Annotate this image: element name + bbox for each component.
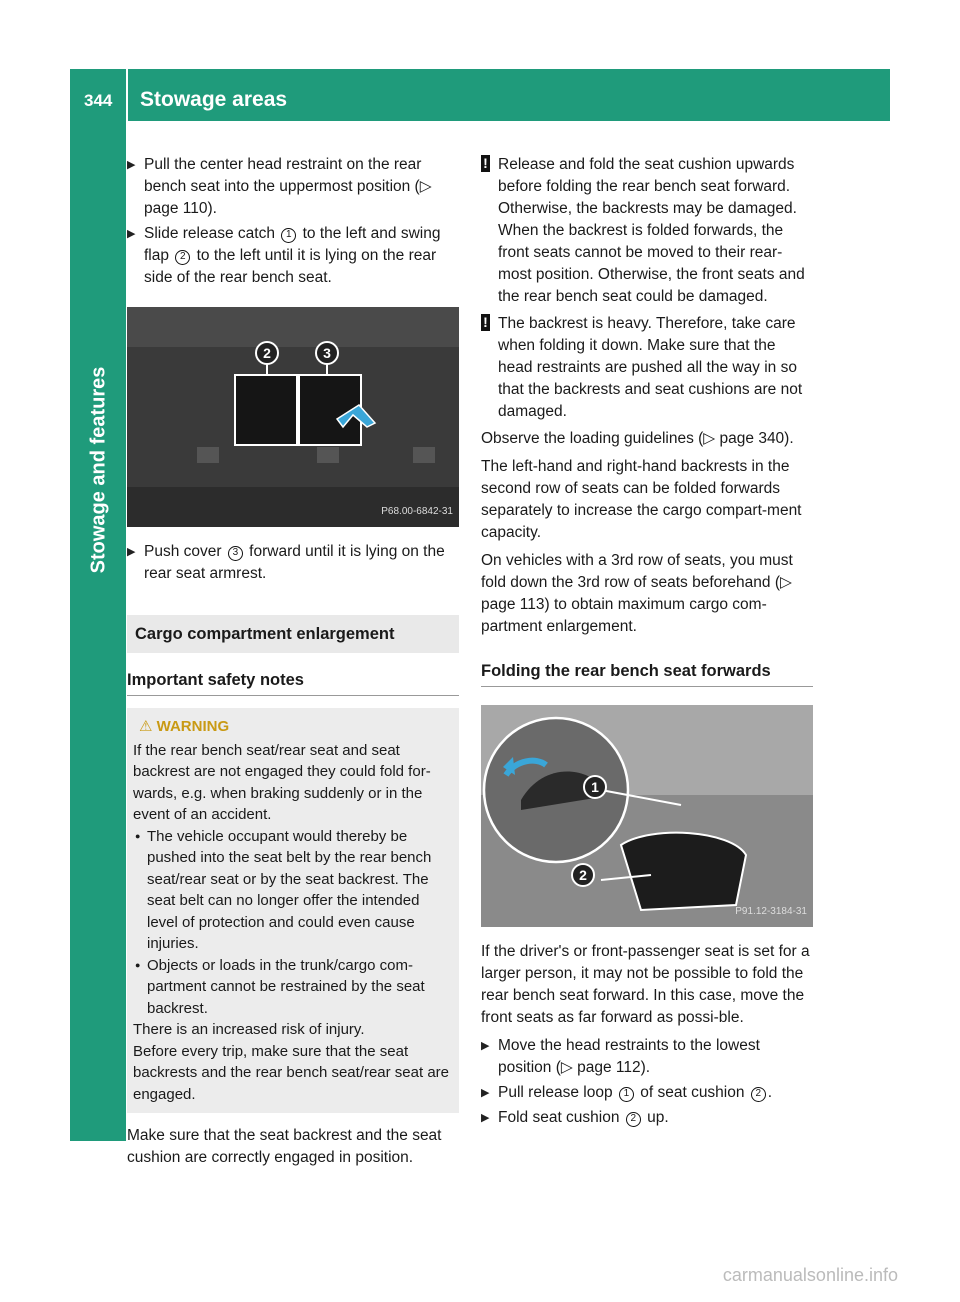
step-text: to the left and swing flap: [144, 225, 441, 264]
seat-cushion-illustration: [481, 705, 813, 927]
photo-callout: 1: [583, 775, 607, 799]
notice-item: [481, 154, 813, 308]
step-text: Pull release loop: [498, 1084, 617, 1101]
release-catch-illustration: [127, 307, 459, 527]
warning-intro: If the rear bench seat/rear seat and seat backrest are not engaged they could fold for-wards, e.g. when braking suddenly or in the event of an accident.: [133, 741, 431, 823]
warning-advice: Before every trip, make sure that the seat backrests and the rear bench seat/rear seat are engaged.: [133, 1042, 450, 1103]
photo-code: P91.12-3184-31: [735, 906, 807, 917]
header-divider: [126, 69, 128, 121]
seat-cushion-photo: [481, 705, 813, 927]
exclamation-icon: !: [481, 314, 490, 331]
chapter-side-label: Stowage and features: [87, 366, 110, 574]
warning-risk: There is an increased risk of injury.: [133, 1021, 365, 1038]
instruction-step: [481, 1107, 813, 1129]
warning-triangle-icon: ⚠: [139, 718, 153, 735]
body-paragraph: On vehicles with a 3rd row of seats, you must fold down the 3rd row of seats beforehand (▷ page 113) to obtain maximum cargo com-partment enlargement.: [481, 552, 793, 635]
notice-text: Release and fold the seat cushion upwards before folding the rear bench seat forward. Otherwise, the backrests may be damaged.: [498, 156, 797, 217]
subsection-heading: Important safety notes: [127, 669, 459, 696]
step-text: up.: [642, 1109, 669, 1126]
notice-item: [481, 313, 813, 423]
callout-number: 1: [619, 1087, 634, 1102]
page-number: 344: [84, 91, 113, 110]
step-text: Slide release catch: [144, 225, 280, 242]
instruction-step: [481, 1082, 813, 1104]
warning-box: [127, 708, 459, 1113]
step-text: of seat cushion: [635, 1084, 749, 1101]
instruction-step: [127, 541, 459, 585]
notice-text: When the backrest is folded forwards, the front seats cannot be moved to their rear-most position. Otherwise, the front seats and the rear bench seat could be damaged.: [498, 222, 805, 305]
step-text: Fold seat cushion: [498, 1109, 624, 1126]
step-text: Push cover: [144, 543, 226, 560]
photo-callout: 2: [571, 863, 595, 887]
left-column: [127, 154, 459, 1175]
photo-code: P68.00-6842-31: [381, 506, 453, 517]
warning-bullet: ● Objects or loads in the trunk/cargo com-partment cannot be restrained by the seat backrest.: [133, 955, 451, 1020]
callout-number: 2: [626, 1112, 641, 1127]
callout-number: 1: [281, 228, 296, 243]
step-text: .: [767, 1084, 773, 1101]
exclamation-icon: !: [481, 155, 490, 172]
watermark: carmanualsonline.info: [722, 1265, 898, 1285]
body-paragraph: Observe the loading guidelines (▷ page 340).: [481, 430, 794, 447]
page-header: [70, 69, 890, 121]
step-text: Move the head restraints to the lowest position (▷ page 112).: [498, 1037, 760, 1076]
step-text: forward until it is lying on the rear seat armrest.: [144, 543, 445, 582]
body-paragraph: The left-hand and right-hand backrests in the second row of seats can be folded forwards separately to increase the cargo compart-ment capacity.: [481, 458, 802, 541]
warning-title: [139, 716, 451, 738]
page-number-box: [70, 69, 126, 121]
notice-text: The backrest is heavy. Therefore, take care when folding it down. Make sure that the head restraints are pushed all the way in so that the backrests and seat cushions are not damaged.: [498, 315, 803, 420]
page-title: Stowage areas: [140, 88, 288, 111]
warning-title-text: WARNING: [156, 718, 230, 735]
photo-callout: 2: [255, 341, 279, 365]
callout-number: 3: [228, 546, 243, 561]
right-column: [481, 154, 813, 1132]
subsection-heading: Folding the rear bench seat forwards: [481, 660, 813, 687]
instruction-step: [127, 223, 459, 289]
callout-number: 2: [751, 1087, 766, 1102]
body-paragraph: Make sure that the seat backrest and the seat cushion are correctly engaged in position.: [127, 1127, 442, 1166]
step-text: to the left until it is lying on the rear side of the rear bench seat.: [144, 247, 437, 286]
callout-number: 2: [175, 250, 190, 265]
release-catch-photo: [127, 307, 459, 527]
photo-callout: 3: [315, 341, 339, 365]
instruction-step: [481, 1035, 813, 1079]
warning-bullet: ● The vehicle occupant would thereby be pushed into the seat belt by the rear bench seat/rear seat or by the seat backrest. The seat belt can no longer offer the intended level of protection and could even cause injuries.: [133, 826, 451, 955]
body-paragraph: If the driver's or front-passenger seat is set for a larger person, it may not be possible to fold the rear bench seat forward. In this case, move the front seats as far forward as possi-ble.: [481, 943, 810, 1026]
section-heading: Cargo compartment enlargement: [127, 615, 459, 653]
instruction-step: [127, 154, 459, 220]
step-text: Pull the center head restraint on the rear bench seat into the uppermost position (▷ page 110).: [144, 156, 432, 217]
chapter-side-tab: [70, 121, 126, 1141]
